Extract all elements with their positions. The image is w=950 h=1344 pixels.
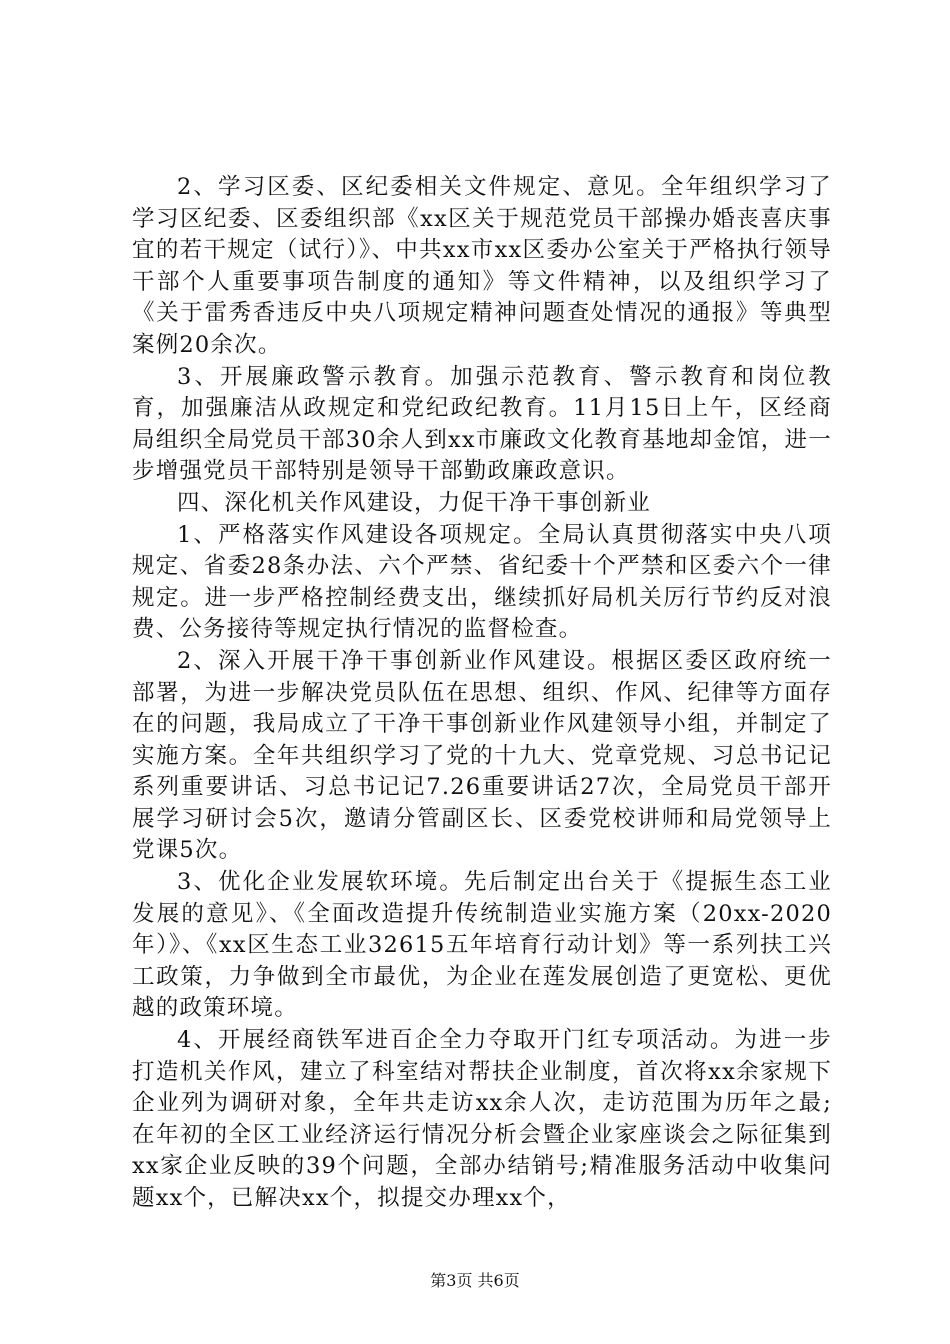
paragraph-implement-rules: 1、严格落实作风建设各项规定。全局认真贯彻落实中央八项规定、省委28条办法、六个严禁、省纪委十个严禁和区委六个一律规定。进一步严格控制经费支出，继续抓好局机关厉行节约反对浪费、公务接待等规定执行情况的监督检查。 <box>132 521 832 643</box>
paragraph-business-environment: 3、优化企业发展软环境。先后制定出台关于《提振生态工业发展的意见》、《全面改造提升传统制造业实施方案（20xx-2020年）》、《xx区生态工业32615五年培育行动计划》等一系列扶工兴工政策，力争做到全市最优，为企业在莲发展创造了更宽松、更优越的政策环境。 <box>132 869 832 1022</box>
paragraph-warning-education: 3、开展廉政警示教育。加强示范教育、警示教育和岗位教育，加强廉洁从政规定和党纪政纪教育。11月15日上午，区经商局组织全局党员干部30余人到xx市廉政文化教育基地却金馆，进一步增强党员干部特别是领导干部勤政廉政意识。 <box>132 363 832 485</box>
paragraph-study-documents: 2、学习区委、区纪委相关文件规定、意见。全年组织学习了学习区纪委、区委组织部《xx区关于规范党员干部操办婚丧喜庆事宜的若干规定（试行）》、中共xx市xx区委办公室关于严格执行领导干部个人重要事项告制度的通知》等文件精神，以及组织学习了《关于雷秀香违反中央八项规定精神问题查处情况的通报》等典型案例20余次。 <box>132 174 832 358</box>
section-heading-work-style: 四、深化机关作风建设，力促干净干事创新业 <box>177 489 652 516</box>
page-number-footer: 第3页 共6页 <box>430 1271 520 1290</box>
document-body <box>132 172 832 1215</box>
paragraph-work-style-building: 2、深入开展干净干事创新业作风建设。根据区委区政府统一部署，为进一步解决党员队伍在思想、组织、作风、纪律等方面存在的问题，我局成立了干净干事创新业作风建领导小组，并制定了实施方案。全年共组织学习了党的十九大、党章党规、习总书记记系列重要讲话、习总书记记7.26重要讲话27次，全局党员干部开展学习研讨会5次，邀请分管副区长、区委党校讲师和局党领导上党课5次。 <box>132 647 832 864</box>
paragraph-enterprise-visits: 4、开展经商铁军进百企全力夺取开门红专项活动。为进一步打造机关作风，建立了科室结对帮扶企业制度，首次将xx余家规下企业列为调研对象，全年共走访xx余人次，走访范围为历年之最;在年初的全区工业经济运行情况分析会暨企业家座谈会之际征集到xx家企业反映的39个问题，全部办结销号;精准服务活动中收集问题xx个，已解决xx个，拟提交办理xx个， <box>132 1027 832 1211</box>
